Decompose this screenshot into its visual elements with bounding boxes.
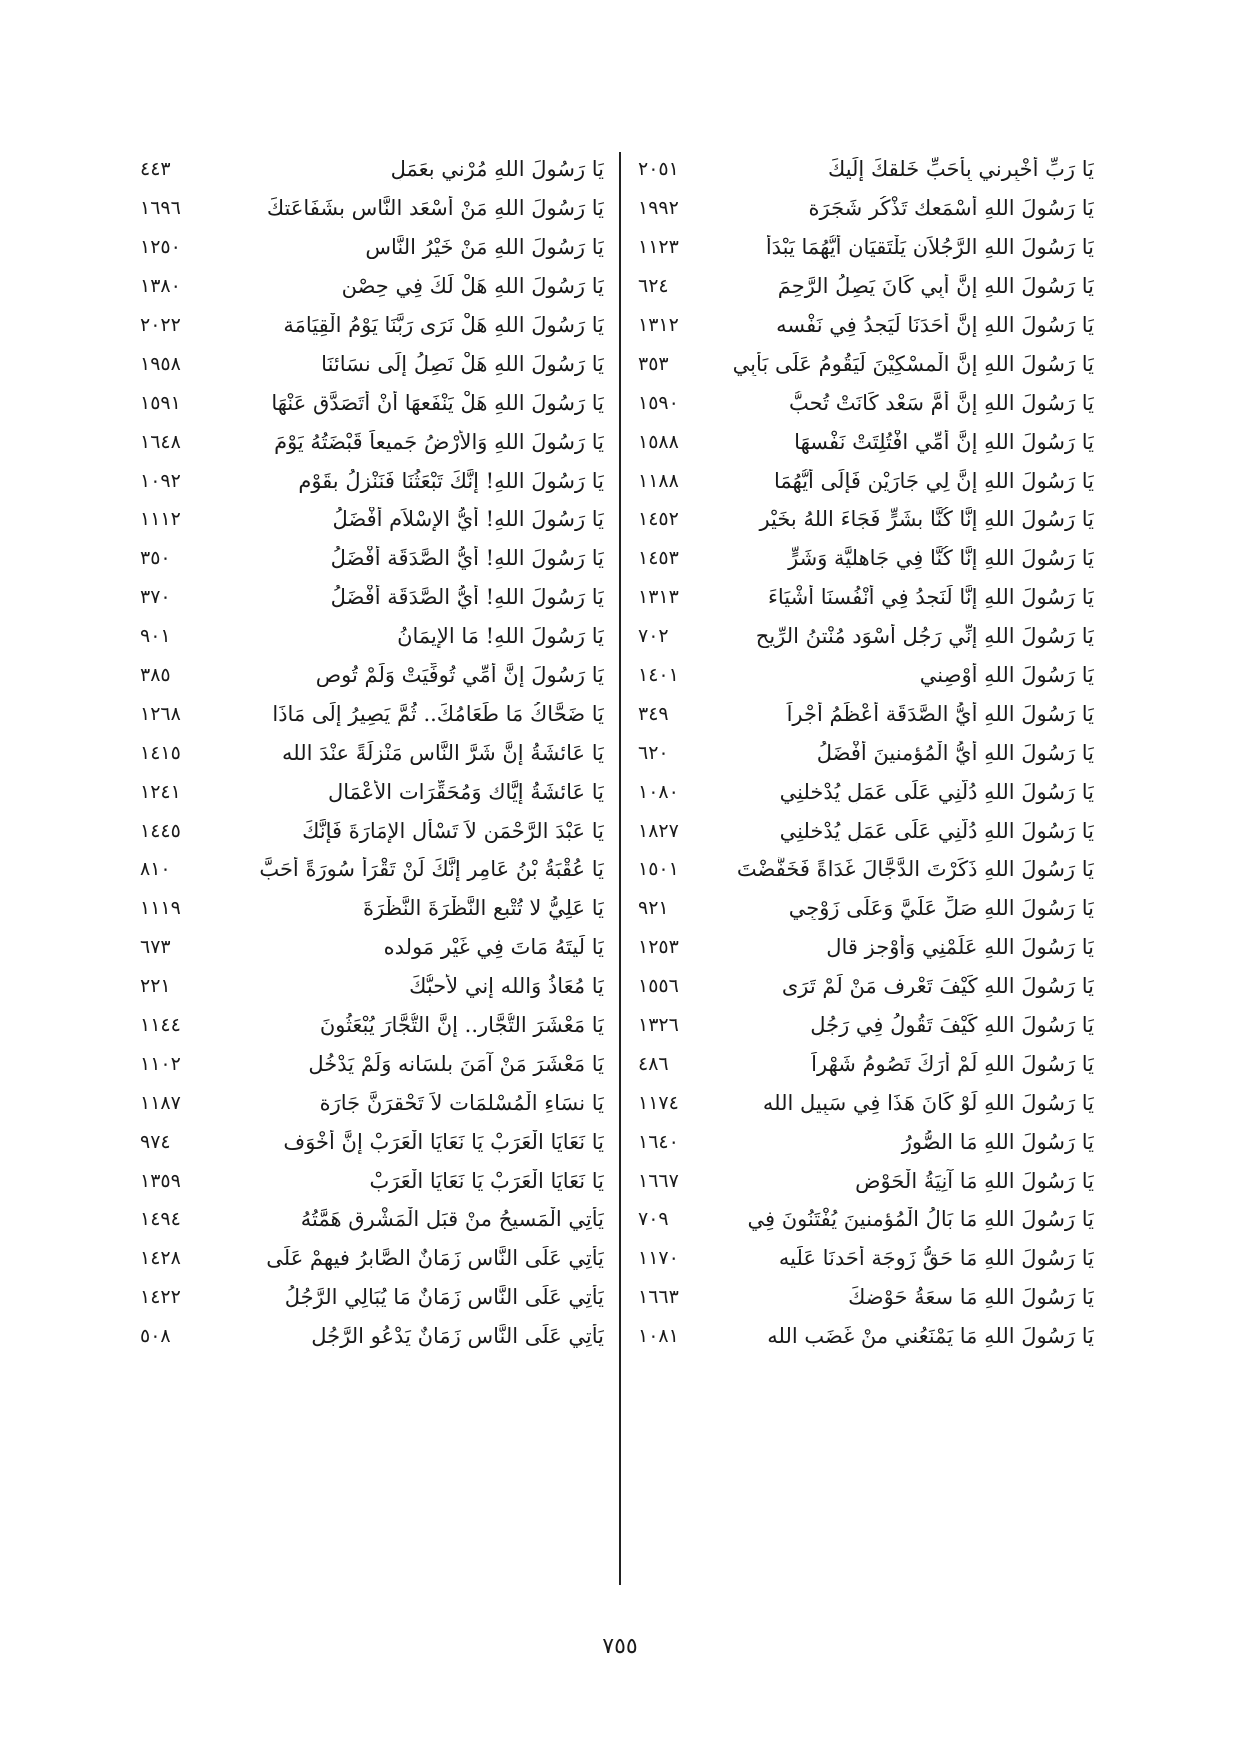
entry-text: يَا رَسُولَ اللهِ مَا حَقُّ زَوجَة أَحَدنَا عَلَيه <box>778 1246 1094 1271</box>
entry-text: يَا رَسُولَ اللهِ إنَّا كُنَّا بشَرٍّ فَجَاءَ اللهُ بخَيْر <box>759 507 1094 532</box>
index-entry <box>140 1044 604 1083</box>
entry-page-number: ١٤٥٣ <box>638 547 679 570</box>
entry-text: يَا رَسُولَ اللهِ! أَيُّ الصَّدَقَة أَفْضَلُ <box>330 546 604 571</box>
entry-page-number: ١٥٠١ <box>638 858 679 881</box>
index-entry <box>140 1161 604 1200</box>
entry-text: يَا رَسُولَ اللهِ أَيُّ الصَّدَقَة أَعْظَمُ أَجْراً <box>786 701 1094 726</box>
entry-text: يَا رَسُولَ اللهِ مَنْ أَسْعَد النَّاس بشَفَاعَتكَ <box>266 196 604 221</box>
entry-page-number: ١٩٥٨ <box>140 352 181 375</box>
entry-text: يَا رَسُولَ اللهِ كَيْفَ تَعْرِف مَنْ لَمْ تَرَى <box>781 974 1094 999</box>
index-entry <box>638 1278 1094 1317</box>
entry-page-number: ٤٤٣ <box>140 158 171 181</box>
entry-text: يَا رَسُولَ اللهِ! إنَّكَ تَبْعَثُنَا فَنَنْزلُ بقَوْمٍ <box>298 468 604 493</box>
entry-page-number: ١٠٨٠ <box>638 780 679 803</box>
index-entry <box>140 1083 604 1122</box>
entry-page-number: ٣٨٥ <box>140 664 171 687</box>
index-entry <box>638 1317 1094 1356</box>
entry-page-number: ١٦٦٣ <box>638 1286 679 1309</box>
entry-page-number: ١٥٨٨ <box>638 430 679 453</box>
index-entry <box>638 500 1094 539</box>
entry-text: يَا رَسُولَ اللهِ إنَّ أَبِي كَانَ يَصِلُ الرَّحِمَ <box>777 274 1094 299</box>
index-entry <box>140 1122 604 1161</box>
entry-text: يَا رَسُولَ اللهِ إنَّ أُمَّ سَعْد كَانَتْ تُحبُّ <box>789 390 1094 415</box>
entry-page-number: ١٨٢٧ <box>638 819 679 842</box>
entry-page-number: ١١٨٨ <box>638 469 679 492</box>
index-entry <box>140 267 604 306</box>
entry-text: يَا رَسُولَ اللهِ دُلَّنِي عَلَى عَمَلٍ يُدْخلنِي <box>779 818 1094 843</box>
entry-text: يَأْتِي الْمَسيحُ منْ قبَلِ الْمَشْرِق هَمَّتُهُ <box>300 1207 604 1232</box>
entry-page-number: ١١٧٤ <box>638 1091 679 1114</box>
index-entry <box>140 1317 604 1356</box>
entry-text: يَا رَسُولَ اللهِ! مَا الإيمَانُ <box>397 624 604 649</box>
entry-text: يَا رَسُولَ اللهِ إنِّي رَجُل أَسْوَد مُنْتنُ الرِّيح <box>755 624 1094 649</box>
entry-text: يَا رَسُولَ اللهِ إنَّ أُمِّي افْتُلِتَتْ نَفْسهَا <box>794 429 1094 454</box>
index-entry <box>140 733 604 772</box>
entry-text: يَا رَسُولَ اللهِ وَالأَرْضُ جَميعاً قَبْضَتُهُ يَوْمَ <box>274 429 604 454</box>
entry-text: يَأْتِي عَلَى النَّاسِ زَمَانٌ الصَّابرُ فيهمْ عَلَى <box>266 1246 604 1271</box>
entry-page-number: ١٣٢٦ <box>638 1014 679 1037</box>
entry-page-number: ٣٤٩ <box>638 702 669 725</box>
entry-page-number: ١٤١٥ <box>140 741 181 764</box>
index-entry <box>140 617 604 656</box>
index-entry <box>140 811 604 850</box>
entry-text: يَا رَسُولَ اللهِ مَنْ خَيْرُ النَّاسِ <box>365 235 604 260</box>
entry-text: يَا رَسُولَ اللهِ مَا سعَةُ حَوْضكَ <box>848 1285 1094 1310</box>
entry-page-number: ٩٠١ <box>140 625 171 648</box>
entry-page-number: ٢٢١ <box>140 975 171 998</box>
index-entry <box>140 228 604 267</box>
entry-text: يَا رَسُولَ اللهِ! أَيُّ الإسْلاَمِ أَفْضَلُ <box>332 507 604 532</box>
index-entry <box>638 150 1094 189</box>
index-entry <box>140 1200 604 1239</box>
entry-text: يَا رَسُولَ اللهِ عَلِّمْنِي وَأَوْجز قال <box>826 935 1094 960</box>
entry-text: يَا رَبِّ أَخْبِرني بِأَحَبِّ خَلقكَ إلَيكَ <box>828 157 1094 182</box>
index-entry <box>638 733 1094 772</box>
entry-text: يَا رَسُولَ اللهِ ذَكَرْتَ الدَّجَّالَ غَدَاةً فَخَفَّضْتَ <box>736 857 1094 882</box>
index-entry <box>638 656 1094 695</box>
entry-page-number: ١٣٨٠ <box>140 275 181 298</box>
index-entry <box>140 772 604 811</box>
entry-page-number: ١٥٩٠ <box>638 391 679 414</box>
entry-text: يَا رَسُولَ اللهِ إنَّ أَحَدَنَا لَيَجدُ فِي نَفْسه <box>776 313 1094 337</box>
entry-text: يَا رَسُولَ اللهِ كَيْفَ تَقُولُ فِي رَجُلٍ <box>810 1013 1094 1038</box>
entry-page-number: ٣٥٣ <box>638 352 669 375</box>
entry-page-number: ١١٠٢ <box>140 1052 181 1075</box>
entry-text: يَا نسَاءِ الْمُسْلمَات لاَ تَحْقرَنَّ جَارَة <box>319 1090 604 1115</box>
index-entry <box>638 383 1094 422</box>
index-entry <box>140 306 604 345</box>
entry-page-number: ١٥٩١ <box>140 391 181 414</box>
entry-text: يَا مُعَاذُ وَالله إني لأُحبُّكَ <box>409 974 604 999</box>
entry-page-number: ١٦٦٧ <box>638 1169 679 1192</box>
index-entry <box>638 1239 1094 1278</box>
entry-page-number: ١٥٥٦ <box>638 975 679 998</box>
entry-page-number: ١٤٤٥ <box>140 819 181 842</box>
entry-text: يَا رَسُولَ اللهِ إنَّ لِي جَارَيْنِ فَإلَى أَيُّهُمَا <box>773 468 1094 493</box>
index-entry <box>140 150 604 189</box>
entry-text: يَا ضَحَّاكُ مَا طَعَامُكَ.. ثُمَّ يَصِيرُ إلَى مَاذَا <box>272 701 604 726</box>
index-entry <box>638 189 1094 228</box>
index-entry <box>638 928 1094 967</box>
entry-text: يَا رَسُولَ اللهِ مَا بَالُ الْمُؤمنينَ يُفْتَنُونَ فِي <box>747 1207 1094 1232</box>
entry-text: يَا رَسُولَ اللهِ مُرْني بعَمَلٍ <box>390 157 604 182</box>
entry-page-number: ١٢٦٨ <box>140 702 181 725</box>
index-entry <box>638 1161 1094 1200</box>
entry-text: يَا رَسُولَ اللهِ هَلْ نَصِلُ إلَى نسَائنَا <box>321 351 604 376</box>
entry-page-number: ١٤٢٨ <box>140 1247 181 1270</box>
entry-text: يَا رَسُولَ اللهِ هَلْ لَكَ فِي حِصْنٍ <box>341 274 604 299</box>
entry-page-number: ١٣١٢ <box>638 314 679 336</box>
entry-text: يَا رَسُولَ اللهِ إنَّا كُنَّا فِي جَاهليَّة وَشَرٍّ <box>788 546 1094 571</box>
entry-text: يَا لَيتَهُ مَاتَ فِي غَيْرِ مَولده <box>383 935 604 960</box>
entry-page-number: ٢٠٥١ <box>638 158 679 181</box>
index-entry <box>140 383 604 422</box>
entry-page-number: ٦٧٣ <box>140 936 171 959</box>
index-entry <box>638 617 1094 656</box>
index-entry <box>638 889 1094 928</box>
entry-page-number: ٣٥٠ <box>140 547 171 570</box>
index-entry <box>140 422 604 461</box>
index-entry <box>638 850 1094 889</box>
entry-page-number: ١١١٩ <box>140 897 181 920</box>
entry-text: يَا مَعْشَرَ مَنْ آمَنَ بلسَانه وَلَمْ يَدْخُلِ <box>308 1051 604 1076</box>
index-entry <box>638 1083 1094 1122</box>
entry-page-number: ١١١٢ <box>140 508 181 531</box>
index-entry <box>140 344 604 383</box>
entry-text: يَا رَسُولَ اللهِ إنَّا لَنَجدُ فِي أَنْفُسنَا أَشْيَاءَ <box>767 585 1094 610</box>
index-entry <box>638 1122 1094 1161</box>
entry-page-number: ١١٧٠ <box>638 1247 679 1270</box>
page-number: ٧٥٥ <box>602 1634 638 1659</box>
entry-page-number: ١٦٤٠ <box>638 1130 679 1153</box>
entry-page-number: ١٢٥٣ <box>638 936 679 959</box>
index-entry <box>638 344 1094 383</box>
entry-page-number: ٩٢١ <box>638 897 669 920</box>
entry-page-number: ٥٠٨ <box>140 1325 171 1348</box>
entry-page-number: ١١٨٧ <box>140 1091 181 1114</box>
index-entry <box>638 967 1094 1006</box>
right-index-column <box>638 150 1094 1356</box>
index-entry <box>140 1239 604 1278</box>
index-entry <box>140 1278 604 1317</box>
entry-page-number: ١٤٩٤ <box>140 1208 181 1231</box>
entry-page-number: ١٠٩٢ <box>140 469 181 492</box>
entry-text: يَا رَسُولَ اللهِ مَا آنِيَةُ الْحَوْضِ <box>855 1168 1094 1193</box>
entry-text: يَا نَعَايَا الْعَرَبْ يَا نَعَايَا الْعَرَبْ إنَّ أَخْوَف <box>283 1129 604 1154</box>
entry-text: يَا رَسُولَ اللهِ لَوْ كَانَ هَذَا فِي سَبِيلِ الله <box>762 1090 1094 1115</box>
entry-page-number: ١٤٠١ <box>638 664 679 687</box>
index-entry <box>638 772 1094 811</box>
index-entry <box>638 228 1094 267</box>
entry-page-number: ١٣٥٩ <box>140 1169 181 1192</box>
entry-page-number: ١٦٤٨ <box>140 430 181 453</box>
entry-page-number: ٨١٠ <box>140 858 171 881</box>
entry-page-number: ٤٨٦ <box>638 1052 669 1075</box>
index-entry <box>140 928 604 967</box>
entry-page-number: ١٠٨١ <box>638 1325 679 1348</box>
entry-page-number: ٧٠٢ <box>638 625 669 648</box>
entry-text: يَا رَسُولَ اللهِ أَسْمَعك تَذْكُر شَجَرَة <box>808 196 1094 221</box>
entry-page-number: ٧٠٩ <box>638 1208 669 1231</box>
index-entry <box>140 578 604 617</box>
entry-text: يَا مَعْشَرَ التُّجَّار.. إنَّ التُّجَّارَ يُبْعَثُونَ <box>319 1013 604 1038</box>
entry-text: يَا رَسُولَ اللهِ أَيُّ الْمُؤمنينَ أَفْضَلُ <box>816 740 1094 765</box>
index-entry <box>638 578 1094 617</box>
index-entry <box>140 500 604 539</box>
entry-page-number: ٣٧٠ <box>140 586 171 609</box>
index-entry <box>140 539 604 578</box>
index-entry <box>638 539 1094 578</box>
entry-page-number: ٢٠٢٢ <box>140 314 181 336</box>
entry-page-number: ٩٧٤ <box>140 1130 171 1153</box>
index-entry <box>638 306 1094 345</box>
index-entry <box>140 461 604 500</box>
entry-page-number: ١٦٩٦ <box>140 197 181 220</box>
index-entry <box>638 1006 1094 1045</box>
index-entry <box>140 889 604 928</box>
column-divider <box>619 152 621 1585</box>
entry-text: يَا رَسُولَ اللهِ مَا يَمْنَعُني منْ غَضَب الله <box>767 1324 1094 1349</box>
entry-text: يَا عَبْدَ الرَّحْمَنِ لاَ تَسْأَل الإمَارَةَ فَإنَّكَ <box>302 818 604 843</box>
entry-text: يَا رَسُولَ إنَّ أُمِّي تُوفِّيَتْ وَلَمْ تُوصِ <box>315 663 604 688</box>
entry-text: يَا رَسُولَ اللهِ صَلِّ عَلَيَّ وَعَلَى زَوْجِي <box>788 896 1094 921</box>
index-entry <box>638 422 1094 461</box>
index-entry <box>638 1044 1094 1083</box>
entry-text: يَا عَائشَةُ إنَّ شَرَّ النَّاس مَنْزلَةً عنْدَ الله <box>282 740 604 765</box>
entry-page-number: ٦٢٤ <box>638 275 669 298</box>
index-entry <box>638 1200 1094 1239</box>
index-entry <box>140 656 604 695</box>
index-entry <box>140 189 604 228</box>
index-entry <box>638 811 1094 850</box>
entry-text: يَأْتِي عَلَى النَّاسِ زَمَانٌ يَدْعُو الرَّجُل <box>311 1324 604 1349</box>
entry-text: يَا رَسُولَ اللهِ الرَّجُلاَن يَلْتَقيَان أَيُّهُمَا يَبْدَأُ <box>765 235 1094 260</box>
entry-text: يَا رَسُولَ اللهِ دُلَّنِي عَلَى عَمَلٍ يُدْخلنِي <box>779 779 1094 804</box>
entry-text: يَا نَعَايَا الْعَرَبْ يَا نَعَايَا الْعَرَبْ <box>369 1168 604 1193</box>
entry-page-number: ١١٤٤ <box>140 1014 181 1037</box>
left-index-column <box>140 150 604 1356</box>
entry-text: يَا عَلِيُّ لا تُتْبع النَّظْرَةَ النَّظْرَةَ <box>362 896 604 921</box>
index-entry <box>140 1006 604 1045</box>
entry-page-number: ١١٢٣ <box>638 236 679 259</box>
entry-page-number: ١٤٥٢ <box>638 508 679 531</box>
entry-text: يَأْتِي عَلَى النَّاسِ زَمَانٌ مَا يُبَالِي الرَّجُلُ <box>284 1285 604 1310</box>
entry-page-number: ١٢٥٠ <box>140 236 181 259</box>
index-entry <box>140 694 604 733</box>
entry-page-number: ١٤٢٢ <box>140 1286 181 1309</box>
entry-text: يَا عُقْبَةُ بْنُ عَامِرٍ إنَّكَ لَنْ تَقْرَأَ سُورَةً أَحَبَّ <box>259 857 604 882</box>
entry-text: يَا رَسُولَ اللهِ لَمْ أَرَكَ تَصُومُ شَهْراً <box>811 1051 1094 1076</box>
index-entry <box>638 461 1094 500</box>
entry-text: يَا رَسُولَ اللهِ هَلْ يَنْفَعهَا أَنْ أَتَصَدَّق عَنْهَا <box>271 390 604 415</box>
entry-text: يَا رَسُولَ اللهِ مَا الصُّورُ <box>901 1129 1094 1154</box>
index-entry <box>140 967 604 1006</box>
index-entry <box>140 850 604 889</box>
entry-text: يَا عَائشَةُ إيَّاك وَمُحَقِّرَات الأَعْمَال <box>328 779 604 804</box>
entry-text: يَا رَسُولَ اللهِ إنَّ الْمسْكِيْنَ لَيَقُومُ عَلَى بَأَبِي <box>732 351 1094 376</box>
entry-text: يَا رَسُولَ اللهِ أَوْصِني <box>919 663 1094 688</box>
index-entry <box>638 694 1094 733</box>
entry-text: يَا رَسُولَ اللهِ هَلْ نَرَى رَبَّنَا يَوْمُ الْقِيَامَة <box>283 313 604 337</box>
entry-page-number: ١٢٤١ <box>140 780 181 803</box>
entry-text: يَا رَسُولَ اللهِ! أَيُّ الصَّدَقَة أَفْضَلُ <box>330 585 604 610</box>
entry-page-number: ١٣١٣ <box>638 586 679 609</box>
entry-page-number: ١٩٩٢ <box>638 197 679 220</box>
index-entry <box>638 267 1094 306</box>
entry-page-number: ٦٢٠ <box>638 741 669 764</box>
